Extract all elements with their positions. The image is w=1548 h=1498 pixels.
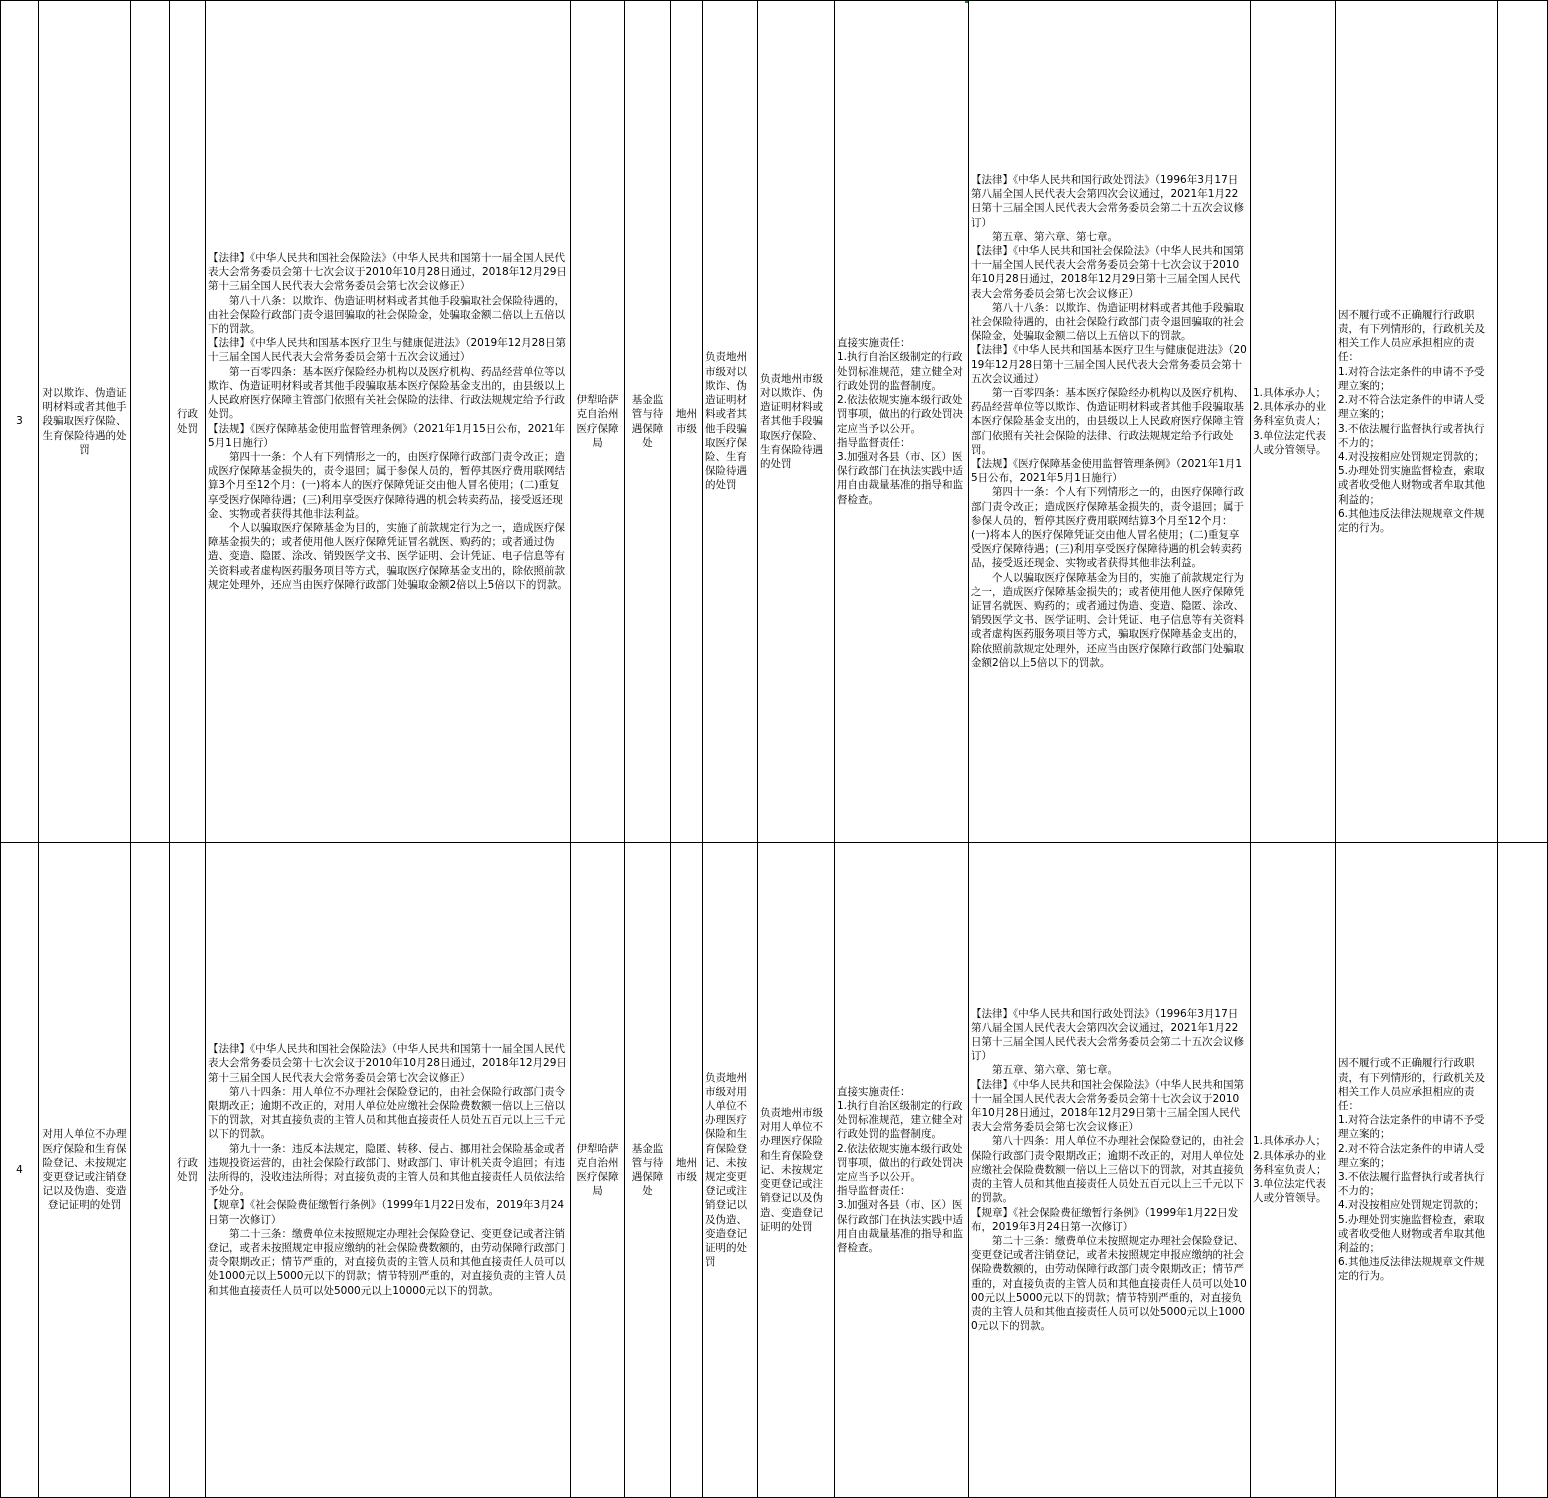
category-cell: 行政处罚 [170,843,206,1498]
responsible-subject-cell: 1.具体承办人； 2.具体承办的业务科室负责人； 3.单位法定代表人或分管领导。 [1251,843,1336,1498]
department-cell: 伊犁哈萨克自治州医疗保障局 [571,1,625,843]
row-number: 3 [1,1,39,843]
office-cell: 基金监管与待遇保障处 [625,1,671,843]
duty-scope-cell: 负责地州市级对以欺诈、伪造证明材料或者其他手段骗取医疗保险、生育保险待遇的处罚 [758,1,835,843]
duty-scope-cell: 负责地州市级对用人单位不办理医疗保险和生育保险登记、未按规定变更登记或注销登记以及伪造、变造登记证明的处罚 [758,843,835,1498]
level-cell: 地州市级 [671,1,703,843]
office-cell: 基金监管与待遇保障处 [625,843,671,1498]
item-name-cell: 对以欺诈、伪造证明材料或者其他手段骗取医疗保险、生育保险待遇的处罚 [39,1,131,843]
item-name-cell: 对用人单位不办理医疗保险和生育保险登记、未按规定变更登记或注销登记以及伪造、变造登记证明的处罚 [39,843,131,1498]
accountability-cell: 因不履行或不正确履行行政职责，有下列情形的，行政机关及相关工作人员应承担相应的责任： 1.对符合法定条件的申请不予受理立案的； 2.对不符合法定条件的申请人受理立案的； 3.不依法履行监督执行或者执行不力的； 4.对没按相应处罚规定罚款的； 5.办理处罚实施监督检查，索取或者收受他人财物或者牟取其他利益的； 6.其他违反法律法规规章文件规定的行为。 [1336,1,1498,843]
empty-cell [131,1,170,843]
duty-basis-cell: 【法律】《中华人民共和国行政处罚法》（1996年3月17日第八届全国人民代表大会第四次会议通过，2021年1月22日第十三届全国人民代表大会常务委员会第二十五次会议修订） 第五章、第六章、第七章。 【法律】《中华人民共和国社会保险法》（中华人民共和国第十一届全国人民代表大会常务委员会第十七次会议于2010年10月28日通过，2018年12月29日第十三届全国人民代表大会常务委员会第七次会议修正） 第八十四条：用人单位不办理社会保险登记的，由社会保险行政部门责令限期改正；逾期不改正的，对用人单位处应缴社会保险费数额一倍以上三倍以下的罚款，对其直接负责的主管人员和其他直接责任人员处五百元以上三千元以下的罚款。 【规章】《社会保险费征缴暂行条例》（1999年1月22日发布，2019年3月24日第一次修订） 第二十三条：缴费单位未按照规定办理社会保险登记、变更登记或者注销登记，或者未按照规定申报应缴纳的社会保险费数额的，由劳动保障行政部门责令限期改正；情节严重的，对直接负责的主管人员和其他直接责任人员可以处1000元以上5000元以下的罚款；情节特别严重的，对直接负责的主管人员和其他直接责任人员可以处5000元以上10000元以下的罚款。 [969,843,1251,1498]
empty-cell [131,843,170,1498]
accountability-cell: 因不履行或不正确履行行政职责，有下列情形的，行政机关及相关工作人员应承担相应的责任： 1.对符合法定条件的申请不予受理立案的； 2.对不符合法定条件的申请人受理立案的； 3.不依法履行监督执行或者执行不力的； 4.对没按相应处罚规定罚款的； 5.办理处罚实施监督检查，索取或者收受他人财物或者牟取其他利益的； 6.其他违反法律法规规章文件规定的行为。 [1336,843,1498,1498]
duty-cell: 直接实施责任： 1.执行自治区级制定的行政处罚标准规范，建立健全对行政处罚的监督制度。 2.依法依规实施本级行政处罚事项，做出的行政处罚决定应当予以公开。 指导监督责任： 3.加强对各县（市、区）医保行政部门在执法实践中适用自由裁量基准的指导和监督检查。 [835,1,969,843]
table-row [1,843,1548,1498]
legal-basis-cell: 【法律】《中华人民共和国社会保险法》（中华人民共和国第十一届全国人民代表大会常务委员会第十七次会议于2010年10月28日通过，2018年12月29日第十三届全国人民代表大会常务委员会第七次会议修正） 第八十八条：以欺诈、伪造证明材料或者其他手段骗取社会保险待遇的，由社会保险行政部门责令退回骗取的社会保险金，处骗取金额二倍以上五倍以下的罚款。 【法律】《中华人民共和国基本医疗卫生与健康促进法》（2019年12月28日第十三届全国人民代表大会常务委员会第十五次会议通过） 第一百零四条：基本医疗保险经办机构以及医疗机构、药品经营单位等以欺诈、伪造证明材料或者其他手段骗取基本医疗保险基金支出的，由县级以上人民政府医疗保障主管部门依照有关社会保险的法律、行政法规规定给予行政处罚。 【法规】《医疗保障基金使用监督管理条例》（2021年1月15日公布，2021年5月1日施行） 第四十一条：个人有下列情形之一的，由医疗保障行政部门责令改正；造成医疗保障基金损失的，责令退回；属于参保人员的，暂停其医疗费用联网结算3个月至12个月：(一)将本人的医疗保障凭证交由他人冒名使用；(二)重复享受医疗保障待遇；(三)利用享受医疗保障待遇的机会转卖药品，接受返还现金、实物或者获得其他非法利益。 个人以骗取医疗保障基金为目的，实施了前款规定行为之一，造成医疗保障基金损失的；或者使用他人医疗保障凭证冒名就医、购药的；或者通过伪造、变造、隐匿、涂改、销毁医学文书、医学证明、会计凭证、电子信息等有关资料或者虚构医药服务项目等方式，骗取医疗保障基金支出的，除依照前款规定处理外，还应当由医疗保障行政部门处骗取金额2倍以上5倍以下的罚款。 [206,1,571,843]
row-number: 4 [1,843,39,1498]
empty-cell [1498,1,1548,843]
empty-cell [1498,843,1548,1498]
scope-cell: 负责地州市级对用人单位不办理医疗保险和生育保险登记、未按规定变更登记或注销登记以及伪造、变造登记证明的处罚 [703,843,758,1498]
legal-basis-cell: 【法律】《中华人民共和国社会保险法》（中华人民共和国第十一届全国人民代表大会常务委员会第十七次会议于2010年10月28日通过，2018年12月29日第十三届全国人民代表大会常务委员会第七次会议修正） 第八十四条：用人单位不办理社会保险登记的，由社会保险行政部门责令限期改正；逾期不改正的，对用人单位处应缴社会保险费数额一倍以上三倍以下的罚款，对其直接负责的主管人员和其他直接责任人员处五百元以上三千元以下的罚款。 第九十一条：违反本法规定，隐匿、转移、侵占、挪用社会保险基金或者违规投资运营的，由社会保险行政部门、财政部门、审计机关责令追回；有违法所得的，没收违法所得；对直接负责的主管人员和其他直接责任人员依法给予处分。 【规章】《社会保险费征缴暂行条例》（1999年1月22日发布，2019年3月24日第一次修订） 第二十三条：缴费单位未按照规定办理社会保险登记、变更登记或者注销登记，或者未按照规定申报应缴纳的社会保险费数额的，由劳动保障行政部门责令限期改正；情节严重的，对直接负责的主管人员和其他直接责任人员可以处1000元以上5000元以下的罚款；情节特别严重的，对直接负责的主管人员和其他直接责任人员可以处5000元以上10000元以下的罚款。 [206,843,571,1498]
level-cell: 地州市级 [671,843,703,1498]
category-cell: 行政处罚 [170,1,206,843]
responsible-subject-cell: 1.具体承办人； 2.具体承办的业务科室负责人； 3.单位法定代表人或分管领导。 [1251,1,1336,843]
table-row [1,1,1548,843]
duty-basis-cell: 【法律】《中华人民共和国行政处罚法》（1996年3月17日第八届全国人民代表大会第四次会议通过，2021年1月22日第十三届全国人民代表大会常务委员会第二十五次会议修订） 第五章、第六章、第七章。 【法律】《中华人民共和国社会保险法》（中华人民共和国第十一届全国人民代表大会常务委员会第十七次会议于2010年10月28日通过，2018年12月29日第十三届全国人民代表大会常务委员会第七次会议修正） 第八十八条：以欺诈、伪造证明材料或者其他手段骗取社会保险待遇的，由社会保险行政部门责令退回骗取的社会保险金，处骗取金额二倍以上五倍以下的罚款。 【法律】《中华人民共和国基本医疗卫生与健康促进法》（2019年12月28日第十三届全国人民代表大会常务委员会第十五次会议通过） 第一百零四条：基本医疗保险经办机构以及医疗机构、药品经营单位等以欺诈、伪造证明材料或者其他手段骗取基本医疗保险基金支出的，由县级以上人民政府医疗保障主管部门依照有关社会保险的法律、行政法规规定给予行政处罚。 【法规】《医疗保障基金使用监督管理条例》（2021年1月15日公布，2021年5月1日施行） 第四十一条：个人有下列情形之一的，由医疗保障行政部门责令改正；造成医疗保障基金损失的，责令退回；属于参保人员的，暂停其医疗费用联网结算3个月至12个月：(一)将本人的医疗保障凭证交由他人冒名使用；(二)重复享受医疗保障待遇；(三)利用享受医疗保障待遇的机会转卖药品，接受返还现金、实物或者获得其他非法利益。 个人以骗取医疗保障基金为目的，实施了前款规定行为之一，造成医疗保障基金损失的；或者使用他人医疗保障凭证冒名就医、购药的；或者通过伪造、变造、隐匿、涂改、销毁医学文书、医学证明、会计凭证、电子信息等有关资料或者虚构医药服务项目等方式，骗取医疗保障基金支出的，除依照前款规定处理外，还应当由医疗保障行政部门处骗取金额2倍以上5倍以下的罚款。 [969,1,1251,843]
duty-cell: 直接实施责任： 1.执行自治区级制定的行政处罚标准规范，建立健全对行政处罚的监督制度。 2.依法依规实施本级行政处罚事项，做出的行政处罚决定应当予以公开。 指导监督责任： 3.加强对各县（市、区）医保行政部门在执法实践中适用自由裁量基准的指导和监督检查。 [835,843,969,1498]
department-cell: 伊犁哈萨克自治州医疗保障局 [571,843,625,1498]
scope-cell: 负责地州市级对以欺诈、伪造证明材料或者其他手段骗取医疗保险、生育保险待遇的处罚 [703,1,758,843]
